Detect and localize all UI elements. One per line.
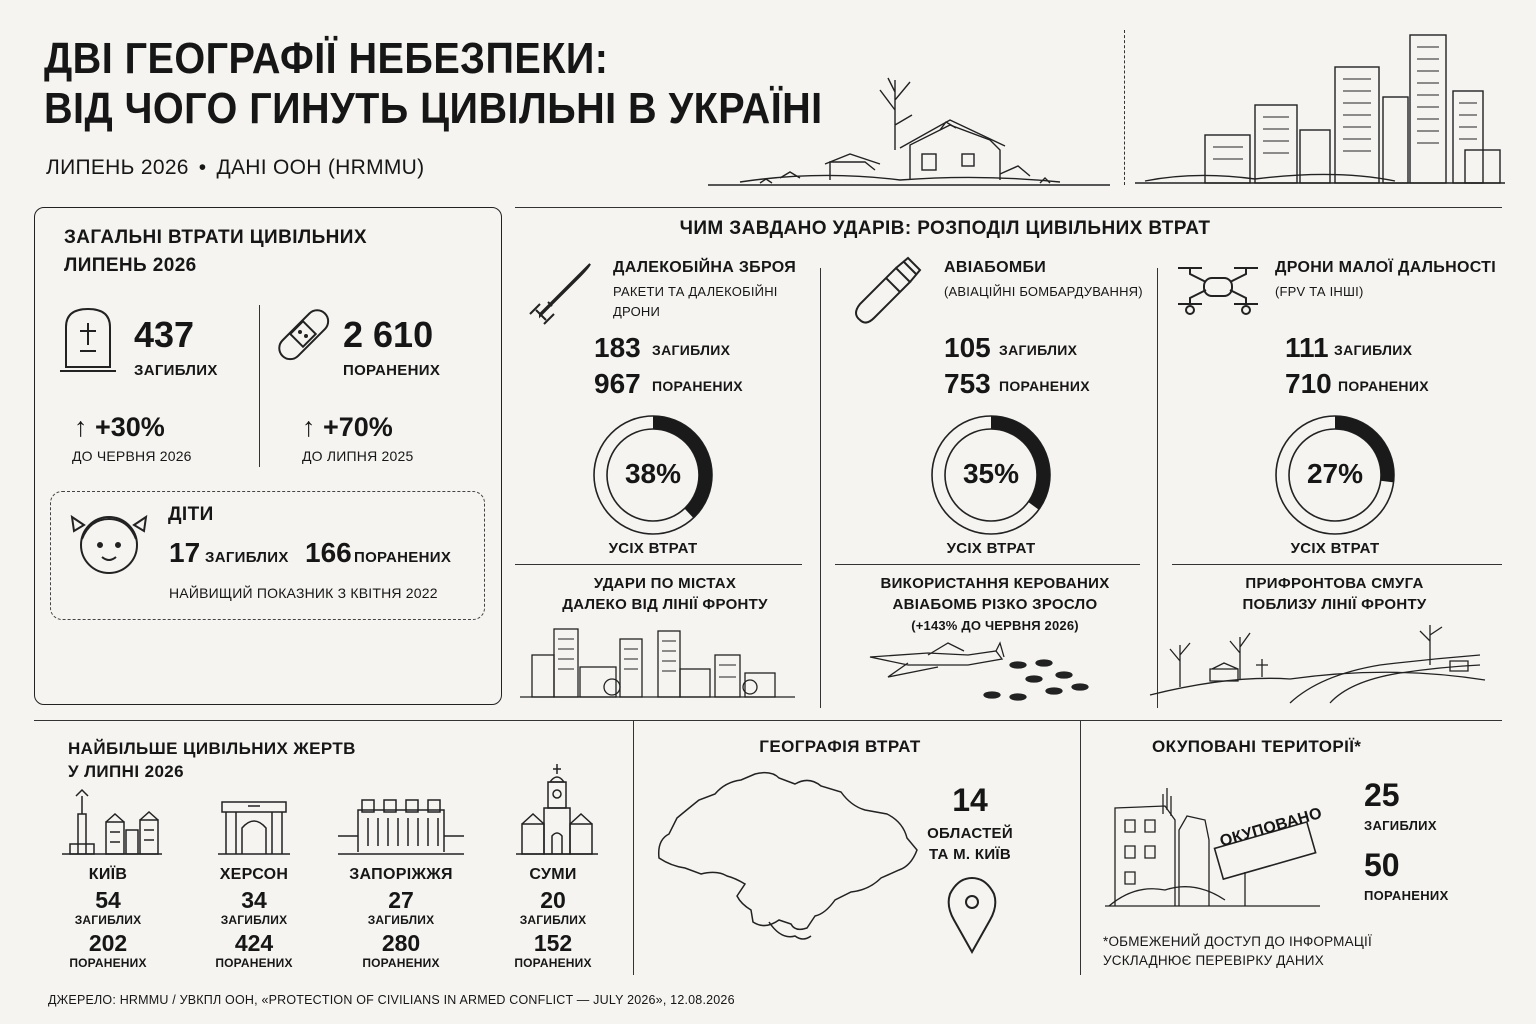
city-killed-value: 20	[540, 887, 566, 913]
city-injured-value: 202	[88, 930, 128, 956]
weapon-1-injured-label: ПОРАНЕНИХ	[652, 378, 743, 394]
occupied-note-line-1: *ОБМЕЖЕНИЙ ДОСТУП ДО ІНФОРМАЦІЇ	[1103, 934, 1372, 949]
weapons-divider-1	[820, 268, 821, 708]
total-injured-value: 2 610	[343, 314, 434, 355]
footer-source: ДЖЕРЕЛО: HRMMU / УВКПЛ ООН, «PROTECTION OF CIVILIANS IN ARMED CONFLICT — JULY 2026», 12.08.2026	[48, 993, 735, 1007]
sumy-cathedral-icon	[516, 764, 598, 856]
bottom-divider-1	[633, 720, 634, 975]
city-killed-label: ЗАГИБЛИХ	[74, 913, 142, 927]
weapon-2-note	[835, 573, 1155, 636]
city-name: КИЇВ	[88, 866, 128, 883]
header-divider	[1124, 30, 1125, 185]
weapon-1-share-caption: УСІХ ВТРАТ	[608, 540, 698, 557]
subtitle-separator: •	[198, 156, 207, 179]
weapon-3-killed-value: 111	[1285, 332, 1329, 363]
ukraine-map-outline	[655, 770, 920, 945]
weapon-1-note-line-1: УДАРИ ПО МІСТАХ	[593, 575, 737, 592]
title-line-1: ДВІ ГЕОГРАФІЇ НЕБЕЗПЕКИ:	[44, 34, 609, 83]
occupied-ruins-illustration	[1105, 780, 1330, 910]
weapon-2-injured-label: ПОРАНЕНИХ	[999, 378, 1090, 394]
regions-line-1: ОБЛАСТЕЙ	[927, 825, 1013, 842]
totals-divider	[259, 305, 260, 467]
city-name: ЗАПОРІЖЖЯ	[349, 866, 453, 883]
total-killed-value: 437	[134, 314, 195, 355]
children-killed-value: 17	[169, 537, 201, 568]
occupied-note-line-2: УСКЛАДНЮЄ ПЕРЕВІРКУ ДАНИХ	[1103, 953, 1324, 968]
regions-line-2: ТА М. КИЇВ	[929, 846, 1011, 863]
occupied-injured-value: 50	[1364, 847, 1400, 883]
totals-heading-line-2: ЛИПЕНЬ 2026	[64, 255, 197, 276]
city-kyiv	[58, 866, 158, 970]
regions-label	[920, 823, 1020, 865]
killed-change: ↑ +30%	[74, 412, 165, 442]
children-injured-value: 166	[305, 537, 352, 568]
weapon-1-subtitle	[613, 282, 778, 322]
weapon-3-subtitle	[1275, 282, 1363, 302]
weapon-1-title: ДАЛЕКОБІЙНА ЗБРОЯ	[613, 259, 797, 276]
city-injured-value: 424	[234, 930, 274, 956]
city-killed-value: 54	[95, 887, 121, 913]
regions-value: 14	[952, 782, 988, 818]
weapon-1-killed-value: 183	[594, 332, 641, 363]
children-note: НАЙВИЩИЙ ПОКАЗНИК З КВІТНЯ 2022	[169, 585, 438, 601]
bottom-section-rule	[34, 720, 1502, 721]
zaporizhzhia-dam-icon	[338, 796, 464, 856]
occupied-sign-text: ОКУПОВАНО	[1218, 804, 1325, 851]
weapon-2-subtitle-line-1: (АВІАЦІЙНІ БОМБАРДУВАННЯ)	[944, 284, 1143, 299]
cities-heading-line-1: НАЙБІЛЬШЕ ЦИВІЛЬНИХ ЖЕРТВ	[68, 739, 356, 758]
injured-change-note: ДО ЛИПНЯ 2025	[302, 448, 414, 464]
distant-city-illustration	[520, 625, 795, 700]
kherson-arch-icon	[218, 798, 290, 856]
occupied-heading: ОКУПОВАНІ ТЕРИТОРІЇ*	[1152, 737, 1362, 756]
weapon-1-subtitle-line-1: РАКЕТИ ТА ДАЛЕКОБІЙНІ	[613, 284, 778, 299]
weapon-1-subtitle-line-2: ДРОНИ	[613, 304, 661, 319]
drone-icon	[1176, 258, 1261, 323]
city-kherson	[204, 866, 304, 970]
weapon-2-note-rule	[835, 564, 1140, 565]
bomb-icon	[850, 254, 925, 329]
village-ruins-illustration	[700, 70, 1120, 190]
frontline-illustration	[1150, 625, 1485, 705]
city-injured-label: ПОРАНЕНИХ	[215, 956, 293, 970]
children-killed-label: ЗАГИБЛИХ	[205, 549, 289, 566]
city-killed-value: 27	[388, 887, 414, 913]
weapon-2-injured-value: 753	[944, 368, 991, 399]
weapon-1-note	[515, 573, 815, 615]
city-killed-label: ЗАГИБЛИХ	[220, 913, 288, 927]
killed-change-note: ДО ЧЕРВНЯ 2026	[72, 448, 192, 464]
city-injured-label: ПОРАНЕНИХ	[514, 956, 592, 970]
weapon-3-share-caption: УСІХ ВТРАТ	[1290, 540, 1380, 557]
weapon-1-injured-value: 967	[594, 368, 641, 399]
weapon-2-killed-label: ЗАГИБЛИХ	[999, 342, 1078, 358]
weapon-1-note-rule	[515, 564, 802, 565]
weapon-2-title: АВІАБОМБИ	[944, 259, 1047, 276]
occupied-killed-value: 25	[1364, 777, 1400, 813]
subtitle-source: ДАНІ ООН (HRMMU)	[216, 156, 425, 179]
weapon-2-subtitle	[944, 282, 1143, 302]
cities-heading-line-2: У ЛИПНІ 2026	[68, 762, 185, 781]
gravestone-icon	[58, 305, 118, 375]
bandage-icon	[276, 306, 331, 361]
occupied-note	[1103, 932, 1372, 970]
bomber-illustration	[868, 645, 1093, 705]
weapons-heading: ЧИМ ЗАВДАНО УДАРІВ: РОЗПОДІЛ ЦИВІЛЬНИХ ВТРАТ	[679, 218, 1211, 239]
kyiv-monument-icon	[62, 786, 162, 856]
weapon-2-note-line-2: АВІАБОМБ РІЗКО ЗРОСЛО	[892, 596, 1098, 613]
weapon-3-injured-label: ПОРАНЕНИХ	[1338, 378, 1429, 394]
city-injured-label: ПОРАНЕНИХ	[362, 956, 440, 970]
bottom-divider-2	[1080, 720, 1081, 975]
totals-heading	[64, 224, 367, 280]
total-injured-label: ПОРАНЕНИХ	[343, 362, 441, 379]
weapon-2-note-line-3: (+143% ДО ЧЕРВНЯ 2026)	[911, 618, 1079, 633]
city-killed-label: ЗАГИБЛИХ	[519, 913, 587, 927]
geography-heading: ГЕОГРАФІЯ ВТРАТ	[759, 737, 921, 756]
page-subtitle	[46, 156, 424, 180]
city-sumy	[503, 866, 603, 970]
location-pin-icon	[946, 876, 998, 954]
occupied-killed-label: ЗАГИБЛИХ	[1364, 818, 1437, 833]
weapon-3-injured-value: 710	[1285, 368, 1332, 399]
weapon-3-note-line-1: ПРИФРОНТОВА СМУГА	[1245, 575, 1424, 592]
city-killed-label: ЗАГИБЛИХ	[367, 913, 435, 927]
city-name: СУМИ	[529, 866, 577, 883]
weapon-3-killed-label: ЗАГИБЛИХ	[1334, 342, 1413, 358]
city-zaporizhzhia	[340, 866, 462, 970]
weapon-1-note-line-2: ДАЛЕКО ВІД ЛІНІЇ ФРОНТУ	[562, 596, 768, 613]
children-injured-label: ПОРАНЕНИХ	[354, 549, 452, 566]
city-injured-value: 280	[381, 930, 421, 956]
weapon-3-note-rule	[1172, 564, 1502, 565]
city-injured-value: 152	[533, 930, 573, 956]
weapon-1-share-label: 38%	[624, 458, 682, 489]
weapon-2-killed-value: 105	[944, 332, 991, 363]
totals-heading-line-1: ЗАГАЛЬНІ ВТРАТИ ЦИВІЛЬНИХ	[64, 227, 367, 248]
title-line-2: ВІД ЧОГО ГИНУТЬ ЦИВІЛЬНІ В УКРАЇНІ	[44, 84, 823, 133]
weapon-2-share-caption: УСІХ ВТРАТ	[946, 540, 1036, 557]
top-section-rule	[515, 207, 1502, 208]
city-name: ХЕРСОН	[219, 866, 289, 883]
weapon-3-title: ДРОНИ МАЛОЇ ДАЛЬНОСТІ	[1275, 259, 1496, 276]
total-killed-label: ЗАГИБЛИХ	[134, 362, 218, 379]
children-heading: ДІТИ	[168, 504, 214, 525]
weapon-3-subtitle-line-1: (FPV ТА ІНШІ)	[1275, 284, 1364, 299]
weapon-2-note-line-1: ВИКОРИСТАННЯ КЕРОВАНИХ	[880, 575, 1110, 592]
weapon-1-killed-label: ЗАГИБЛИХ	[652, 342, 731, 358]
cities-heading	[68, 737, 356, 783]
missile-icon	[526, 258, 596, 328]
weapon-2-share-label: 35%	[962, 458, 1020, 489]
weapon-3-share-label: 27%	[1306, 458, 1364, 489]
child-face-icon	[64, 503, 154, 578]
occupied-injured-label: ПОРАНЕНИХ	[1364, 888, 1449, 903]
weapon-3-note	[1172, 573, 1497, 615]
city-skyline-illustration	[1135, 35, 1510, 185]
subtitle-date: ЛИПЕНЬ 2026	[46, 156, 189, 179]
city-injured-label: ПОРАНЕНИХ	[69, 956, 147, 970]
weapon-3-note-line-2: ПОБЛИЗУ ЛІНІЇ ФРОНТУ	[1242, 596, 1427, 613]
injured-change: ↑ +70%	[302, 412, 393, 442]
city-killed-value: 34	[241, 887, 267, 913]
